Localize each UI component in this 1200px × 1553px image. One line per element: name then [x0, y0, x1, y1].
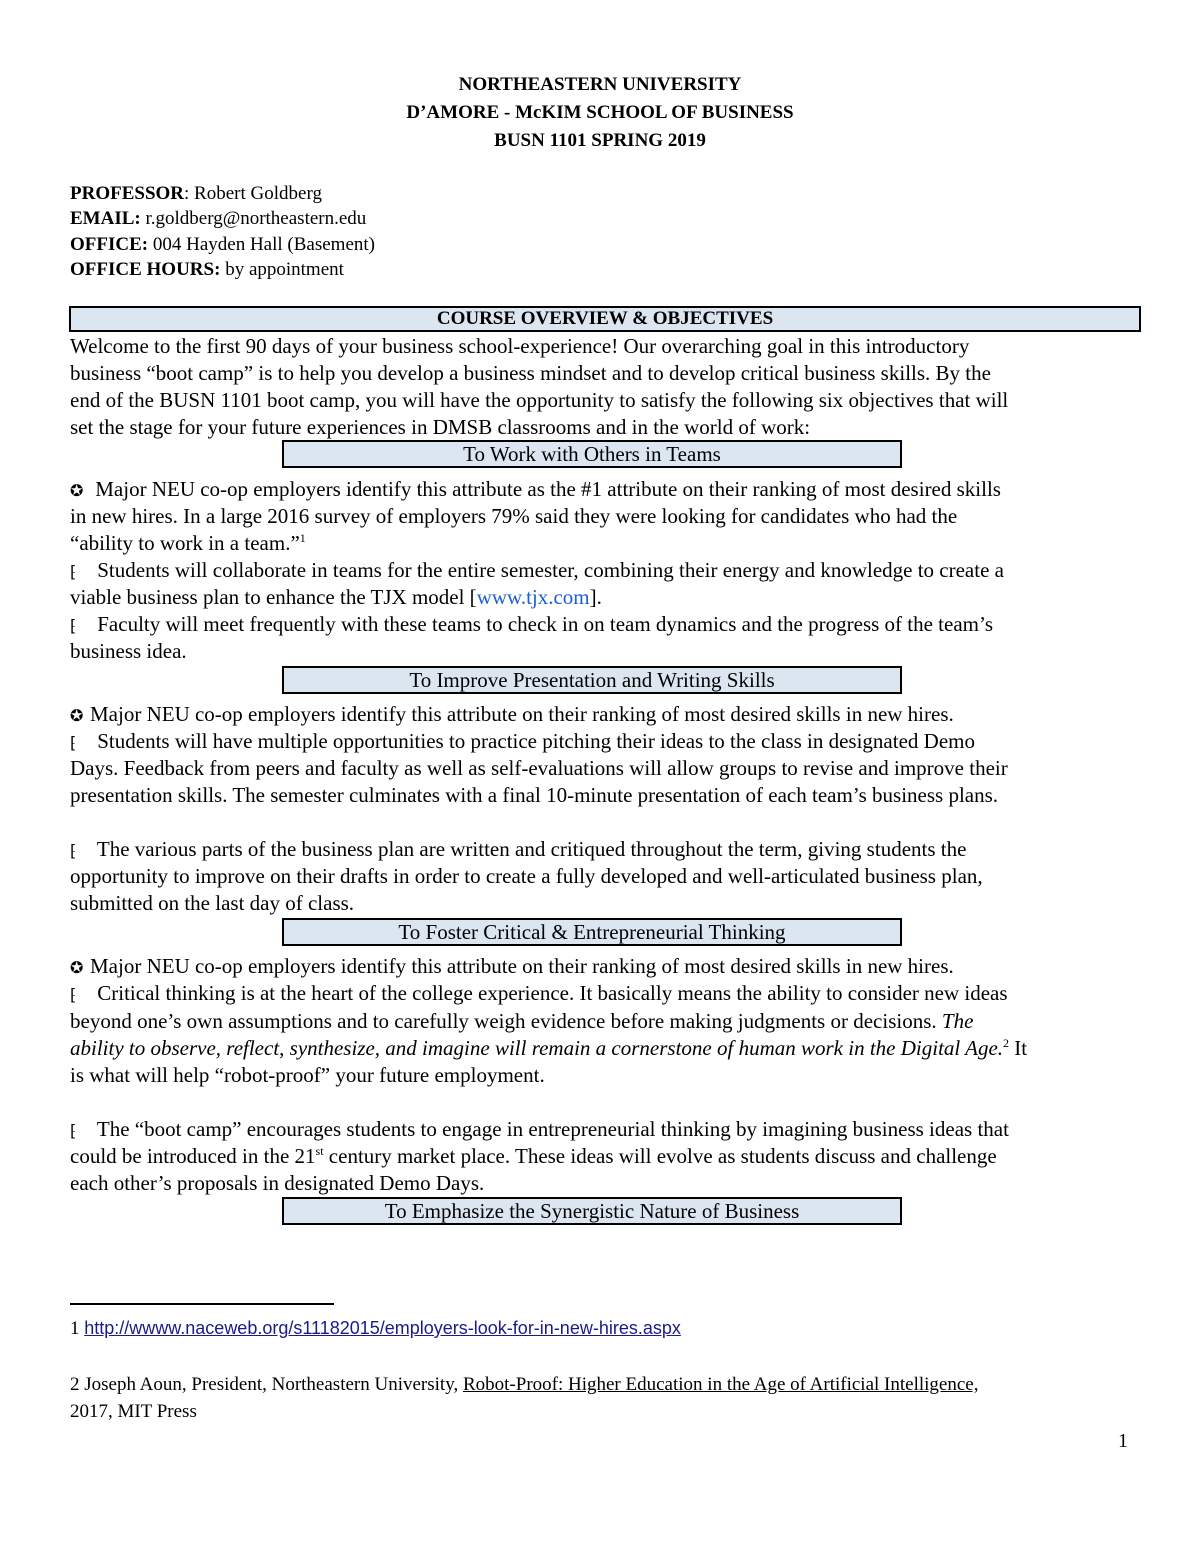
objective-line: each other’s proposals in designated Demo Days. — [70, 1171, 485, 1195]
objective-line: presentation skills. The semester culminates with a final 10-minute presentation of each team’s business plans. — [70, 783, 999, 807]
intro-line: business “boot camp” is to help you develop a business mindset and to develop critical business skills. By the — [70, 361, 991, 385]
naceweb-link[interactable]: http://wwww.naceweb.org/s11182015/employers-look-for-in-new-hires.aspx — [84, 1318, 681, 1338]
book-title: Robot-Proof: Higher Education in the Age of Artificial Intelligence, — [462, 1374, 979, 1395]
objective-heading-teams: To Work with Others in Teams — [282, 440, 902, 468]
objective-line: ✪ Major NEU co-op employers identify this attribute on their ranking of most desired skills in new hires. — [70, 953, 954, 981]
email-line — [70, 208, 366, 230]
footnote-2-cont: 2017, MIT Press — [70, 1401, 197, 1422]
office-value: 004 Hayden Hall (Basement) — [148, 234, 375, 255]
star-icon: ✪ — [70, 481, 84, 500]
email-value: r.goldberg@northeastern.edu — [140, 208, 367, 229]
footnote-1: 1 http://wwww.naceweb.org/s11182015/employers-look-for-in-new-hires.aspx — [70, 1318, 681, 1339]
footnote-separator — [70, 1303, 334, 1305]
section-heading-bar: COURSE OVERVIEW & OBJECTIVES — [69, 306, 1141, 332]
tjx-link[interactable]: www.tjx.com — [476, 585, 590, 609]
objective-heading-synergy: To Emphasize the Synergistic Nature of Business — [282, 1197, 902, 1225]
professor-label: PROFESSOR — [70, 183, 185, 204]
office-hours-label: OFFICE HOURS: — [70, 259, 221, 280]
footnote-ref-1[interactable]: 1 — [299, 531, 306, 545]
objective-line: ⁅ Faculty will meet frequently with these teams to check in on team dynamics and the progress of the team’s — [70, 611, 993, 639]
objective-heading-presentation: To Improve Presentation and Writing Skills — [282, 666, 902, 694]
objective-line: is what will help “robot-proof” your future employment. — [70, 1063, 545, 1087]
objective-line: ⁅ The “boot camp” encourages students to engage in entrepreneurial thinking by imagining business ideas that — [70, 1116, 1009, 1144]
footnote-2: 2 Joseph Aoun, President, Northeastern University, Robot-Proof: Higher Education in the Age of Artificial Intelligence, — [70, 1374, 979, 1395]
objective-heading-thinking: To Foster Critical & Entrepreneurial Thinking — [282, 918, 902, 946]
objective-line: ✪ Major NEU co-op employers identify this attribute on their ranking of most desired skills in new hires. — [70, 701, 954, 729]
office-hours-value: by appointment — [220, 259, 344, 280]
objective-line: beyond one’s own assumptions and to carefully weigh evidence before making judgments or decisions. The — [70, 1009, 974, 1033]
page-number: 1 — [1118, 1430, 1128, 1452]
bullet-icon: ⁅ — [70, 562, 77, 581]
objective-line: ✪ Major NEU co-op employers identify this attribute as the #1 attribute on their ranking of most desired skills — [70, 476, 1001, 504]
office-hours-line — [70, 259, 344, 281]
objective-line: ⁅ Critical thinking is at the heart of the college experience. It basically means the ability to consider new ideas — [70, 980, 1008, 1008]
bullet-icon: ⁅ — [70, 733, 77, 752]
course-title: BUSN 1101 SPRING 2019 — [494, 130, 706, 151]
objective-line: ability to observe, reflect, synthesize, and imagine will remain a cornerstone of human work in the Digital Age.$^2$ It — [70, 1036, 1028, 1060]
bullet-icon: ⁅ — [70, 1121, 77, 1140]
objective-line: business idea. — [70, 639, 187, 663]
objective-line: could be introduced in the 21st century market place. These ideas will evolve as students discuss and challenge — [70, 1144, 997, 1168]
bullet-icon: ⁅ — [70, 616, 77, 635]
footnote-ref-2[interactable]: 2 — [1003, 1036, 1010, 1050]
star-icon: ✪ — [70, 958, 84, 977]
professor-line — [70, 183, 322, 205]
office-line — [70, 234, 375, 256]
objective-line: Days. Feedback from peers and faculty as well as self-evaluations will allow groups to revise and improve their — [70, 756, 1008, 780]
objective-line: ⁅ Students will have multiple opportunities to practice pitching their ideas to the class in designated Demo — [70, 728, 975, 756]
intro-line: Welcome to the first 90 days of your business school-experience! Our overarching goal in this introductory — [70, 334, 970, 358]
objective-line: in new hires. In a large 2016 survey of employers 79% said they were looking for candidates who had the — [70, 504, 958, 528]
office-label: OFFICE: — [70, 234, 149, 255]
email-label: EMAIL: — [70, 208, 141, 229]
university-name: NORTHEASTERN UNIVERSITY — [458, 74, 742, 95]
objective-line: submitted on the last day of class. — [70, 891, 355, 915]
school-name: D’AMORE - McKIM SCHOOL OF BUSINESS — [406, 102, 794, 123]
objective-line: ⁅ The various parts of the business plan are written and critiqued throughout the term, giving students the — [70, 836, 966, 864]
star-icon: ✪ — [70, 706, 84, 725]
objective-line: ⁅ Students will collaborate in teams for the entire semester, combining their energy and knowledge to create a — [70, 557, 1004, 585]
professor-value: : Robert Goldberg — [184, 183, 322, 204]
objective-line: viable business plan to enhance the TJX model [www.tjx.com]. — [70, 585, 602, 609]
bullet-icon: ⁅ — [70, 985, 77, 1004]
intro-line: end of the BUSN 1101 boot camp, you will have the opportunity to satisfy the following six objectives that will — [70, 388, 1009, 412]
bullet-icon: ⁅ — [70, 841, 77, 860]
objective-line: “ability to work in a team.”$^1$ — [70, 531, 306, 555]
objective-line: opportunity to improve on their drafts in order to create a fully developed and well-articulated business plan, — [70, 864, 983, 888]
intro-line: set the stage for your future experiences in DMSB classrooms and in the world of work: — [70, 415, 811, 439]
